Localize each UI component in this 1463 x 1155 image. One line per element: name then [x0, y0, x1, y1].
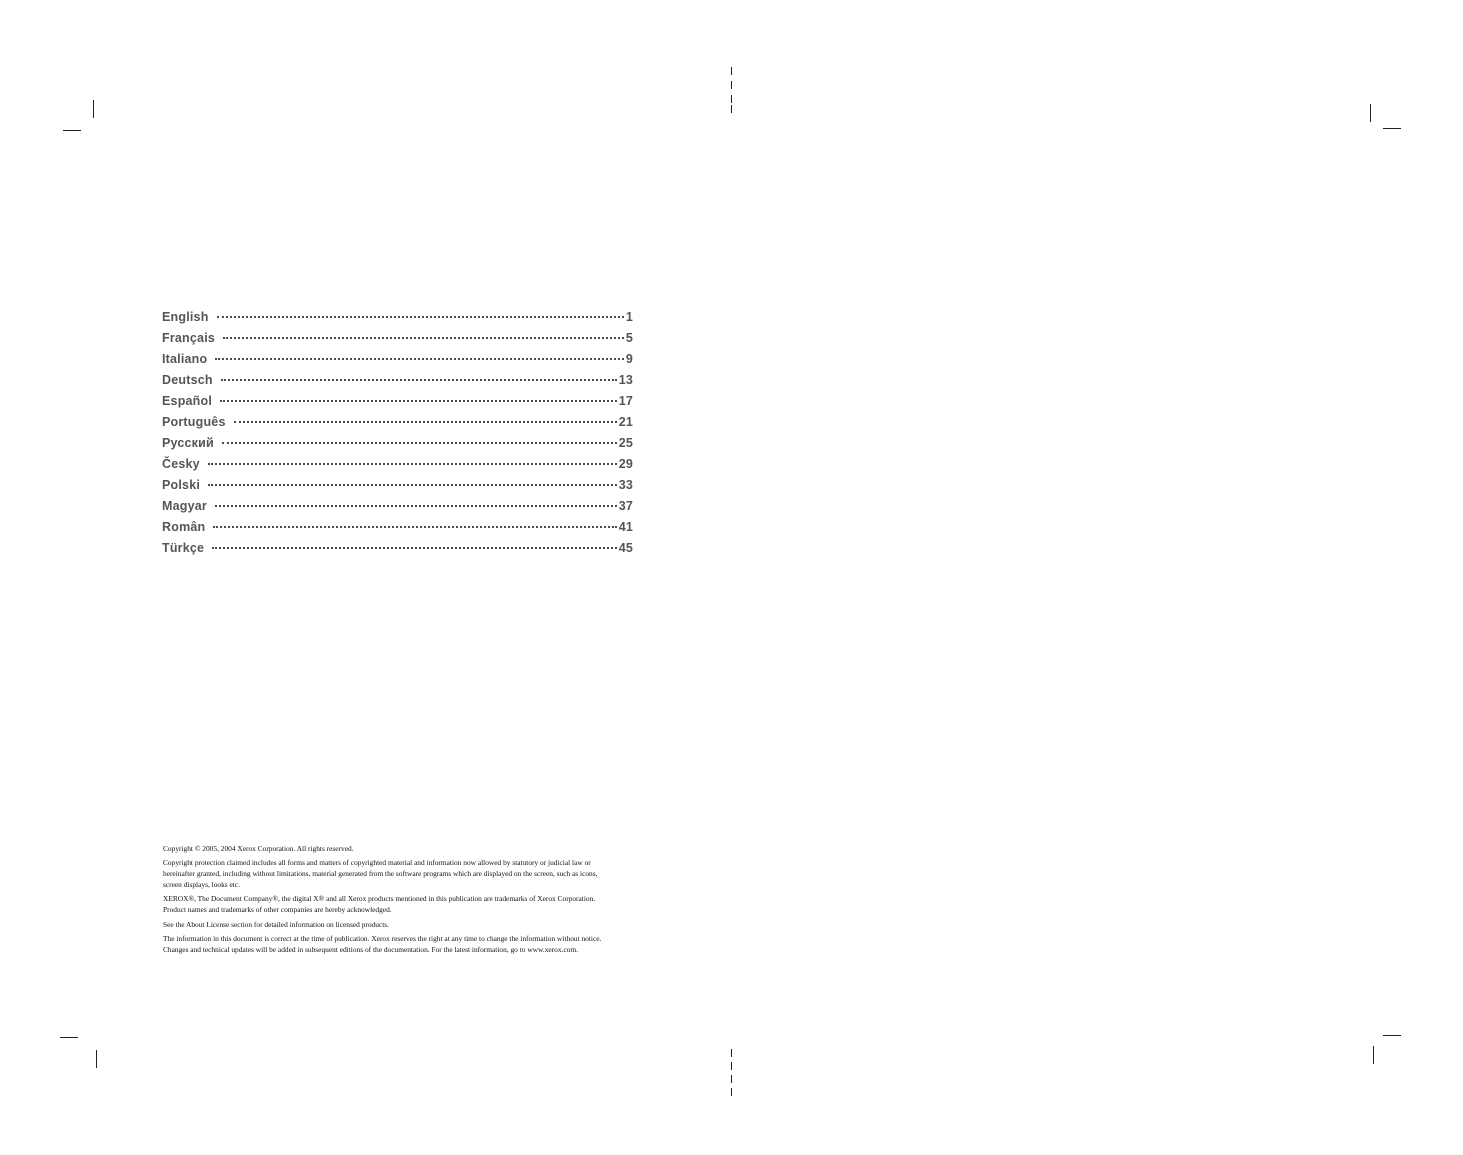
toc-label: Polski: [162, 478, 201, 492]
toc-entry-espanol[interactable]: [162, 394, 633, 415]
toc-page-number: 1: [625, 310, 633, 324]
publication-notice-paragraph: The information in this document is correct at the time of publication. Xerox reserves the right at any time to change the information without notice. Changes and technical updates will be added in subsequent editions of the documentation. For the latest information, go to www.xerox.com.: [163, 933, 602, 954]
crop-mark-top-right-horizontal: [1383, 128, 1401, 129]
fold-mark-top-3: [731, 95, 732, 103]
toc-page-number: 37: [618, 499, 633, 513]
toc-page-number: 5: [625, 331, 633, 345]
toc-label: Türkçe: [162, 541, 205, 555]
toc-page-number: 45: [618, 541, 633, 555]
toc-entry-turkce[interactable]: [162, 541, 633, 562]
license-paragraph: See the About License section for detailed information on licensed products.: [163, 919, 389, 929]
toc-page-number: 17: [618, 394, 633, 408]
toc-label: Român: [162, 520, 206, 534]
toc-page-number: 9: [625, 352, 633, 366]
toc-label: Português: [162, 415, 226, 429]
copyright-protection-paragraph: Copyright protection claimed includes all forms and matters of copyrighted material and information now allowed by statutory or judicial law or hereinafter granted, including without limitations, material generated from the software programs which are displayed on the screen, such as icons, screen displays, looks etc.: [163, 858, 598, 889]
dot-leader: [234, 421, 617, 423]
toc-page-number: 25: [618, 436, 633, 450]
toc-page-number: 21: [618, 415, 633, 429]
crop-mark-bottom-right-vertical: [1373, 1046, 1374, 1064]
fold-mark-bottom-2: [731, 1062, 732, 1070]
fold-mark-top-2: [731, 81, 732, 89]
fold-mark-top-4: [731, 105, 732, 113]
toc-page-number: 13: [618, 373, 633, 387]
dot-leader: [222, 442, 617, 444]
toc-entry-roman[interactable]: [162, 520, 633, 541]
dot-leader: [208, 463, 617, 465]
crop-mark-top-left-horizontal: [63, 130, 81, 131]
fold-mark-bottom-4: [731, 1088, 732, 1096]
toc-label: Česky: [162, 457, 200, 471]
dot-leader: [215, 505, 617, 507]
dot-leader: [213, 526, 616, 528]
dot-leader: [223, 337, 624, 339]
toc-label: Español: [162, 394, 213, 408]
fold-mark-top-1: [731, 67, 732, 75]
toc-label: Deutsch: [162, 373, 213, 387]
toc-label: Italiano: [162, 352, 208, 366]
toc-entry-english[interactable]: [162, 310, 633, 331]
toc-label: Magyar: [162, 499, 207, 513]
dot-leader: [215, 358, 623, 360]
toc-entry-polski[interactable]: [162, 478, 633, 499]
toc-entry-magyar[interactable]: [162, 499, 633, 520]
toc-entry-deutsch[interactable]: [162, 373, 633, 394]
toc-page-number: 29: [618, 457, 633, 471]
toc-entry-francais[interactable]: [162, 331, 633, 352]
legal-notice: [163, 844, 603, 959]
table-of-contents: [162, 310, 633, 562]
crop-mark-top-left-vertical: [93, 100, 94, 118]
fold-mark-bottom-1: [731, 1049, 732, 1057]
dot-leader: [221, 379, 617, 381]
dot-leader: [220, 400, 617, 402]
dot-leader: [217, 316, 624, 318]
dot-leader: [212, 547, 616, 549]
crop-mark-top-right-vertical: [1370, 104, 1371, 122]
toc-label: Français: [162, 331, 216, 345]
dot-leader: [208, 484, 617, 486]
copyright-line: Copyright © 2005, 2004 Xerox Corporation. All rights reserved.: [163, 844, 354, 853]
toc-page-number: 41: [618, 520, 633, 534]
crop-mark-bottom-left-horizontal: [60, 1037, 78, 1038]
fold-mark-bottom-3: [731, 1075, 732, 1083]
toc-entry-russian[interactable]: [162, 436, 633, 457]
toc-entry-cesky[interactable]: [162, 457, 633, 478]
crop-mark-bottom-right-horizontal: [1383, 1035, 1401, 1036]
toc-entry-portugues[interactable]: [162, 415, 633, 436]
toc-page-number: 33: [618, 478, 633, 492]
toc-label: Русский: [162, 436, 214, 450]
crop-mark-bottom-left-vertical: [96, 1050, 97, 1068]
toc-entry-italiano[interactable]: [162, 352, 633, 373]
trademarks-paragraph: XEROX®, The Document Company®, the digital X® and all Xerox products mentioned in this publication are trademarks of Xerox Corporation. Product names and trademarks of other companies are hereby acknowledged.: [163, 894, 596, 915]
toc-label: English: [162, 310, 209, 324]
